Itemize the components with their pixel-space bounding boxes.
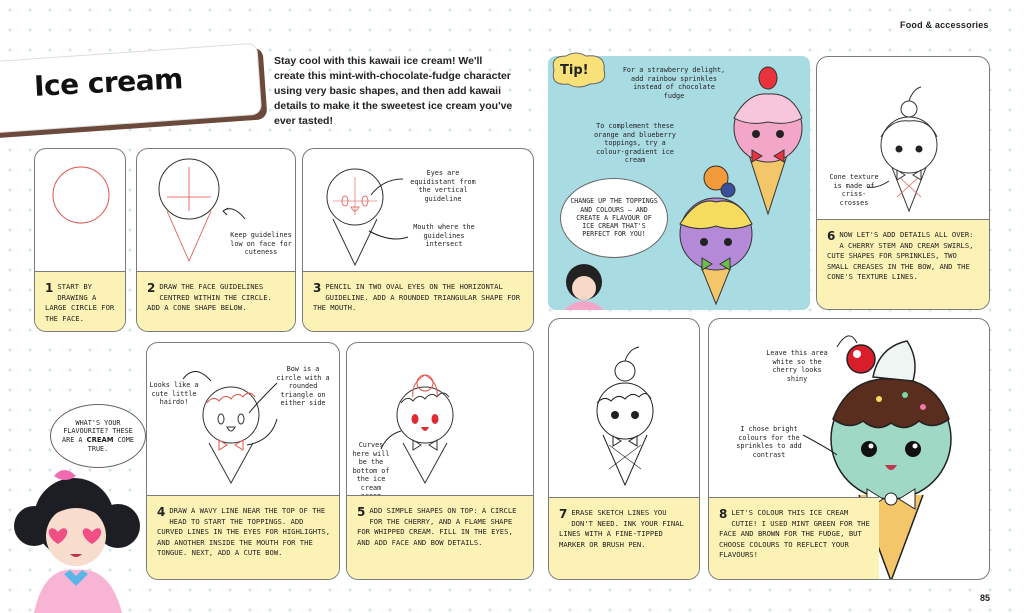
step-2-panel xyxy=(136,148,296,332)
intro-text: Stay cool with this kawaii ice cream! We'll create this mint-with-chocolate-fudge character using very basic shapes, and then add kawaii details to make it the sweetest ice cream you've ever tasted! xyxy=(274,55,513,127)
step-7-panel xyxy=(548,318,700,580)
step-3-caption: 3 PENCIL IN TWO OVAL EYES ON THE HORIZONTAL GUIDELINE. ADD A ROUNDED TRIANGULAR SHAPE FOR THE MOUTH. xyxy=(303,271,533,331)
step-4-panel xyxy=(146,342,340,580)
page-number: 85 xyxy=(980,593,991,603)
step-4-caption: 4 DRAW A WAVY LINE NEAR THE TOP OF THE HEAD TO START THE TOPPINGS. ADD CURVED LINES IN THE EYES FOR HIGHLIGHTS, AND ANOTHER INSIDE THE MOUTH FOR THE TONGUE. NEXT, ADD A CUTE BOW. xyxy=(147,495,339,579)
step-8-panel xyxy=(708,318,990,580)
step-6-panel xyxy=(816,56,990,310)
tip-panel xyxy=(548,56,810,310)
tip-speech-bubble: CHANGE UP THE TOPPINGS AND COLOURS – AND CREATE A FLAVOUR OF ICE CREAM THAT'S PERFECT FOR YOU! xyxy=(560,178,668,258)
section-label: Food & accessories xyxy=(900,20,989,30)
step-3-eyes-note: Eyes are equidistant from the vertical guideline xyxy=(410,169,476,203)
step-3-mouth-note: Mouth where the guidelines intersect xyxy=(413,223,475,248)
tip-strawberry-note: For a strawberry delight, add rainbow sprinkles instead of chocolate fudge xyxy=(622,66,726,100)
step-1-caption: 1 START BY DRAWING A LARGE CIRCLE FOR THE FACE. xyxy=(35,271,125,331)
step-5-note: Curves here will be the bottom of the ice cream xyxy=(352,441,390,492)
step-6-caption: 6 NOW LET'S ADD DETAILS ALL OVER: A CHERRY STEM AND CREAM SWIRLS, CUTE SHAPES FOR SPRINKLES, TWO SMALL CREASES IN THE BOW, AND THE CONE'S TEXTURE LINES. xyxy=(817,219,989,309)
step-2-caption: 2 DRAW THE FACE GUIDELINES CENTRED WITHIN THE CIRCLE. ADD A CONE SHAPE BELOW. xyxy=(137,271,295,331)
step-7-caption: 7 ERASE SKETCH LINES YOU DON'T NEED. INK YOUR FINAL LINES WITH A FINE-TIPPED MARKER OR BRUSH PEN. xyxy=(549,497,699,579)
step-4-bow-note: Bow is a circle with a rounded triangle on either side xyxy=(276,365,330,407)
step-1-drawing xyxy=(35,149,126,269)
step-6-note: Cone texture is made of criss-crosses xyxy=(829,173,879,207)
step-5-panel xyxy=(346,342,534,580)
step-8-caption: 8 LET'S COLOUR THIS ICE CREAM CUTIE! I USED MINT GREEN FOR THE FACE AND BROWN FOR THE FUDGE, BUT CHOOSE COLOURS TO REFLECT YOUR FLAVOURS! xyxy=(709,497,879,579)
mascot-speech-bubble: WHAT'S YOUR FLAVOURITE? THESE ARE A CREAM COME TRUE. xyxy=(50,404,146,468)
page-title: Ice cream xyxy=(33,62,184,103)
step-8-cherry-note: Leave this area white so the cherry looks shiny xyxy=(766,349,828,383)
step-8-colours-note: I chose bright colours for the sprinkles to add contrast xyxy=(736,425,802,459)
step-3-panel xyxy=(302,148,534,332)
step-4-hair-note: Looks like a cute little hairdo! xyxy=(149,381,199,406)
tip-orange-note: To complement these orange and blueberry toppings, try a colour-gradient ice cream xyxy=(594,122,676,164)
step-1-panel xyxy=(34,148,126,332)
step-3-drawing xyxy=(303,149,534,269)
mascot-character xyxy=(14,466,144,613)
tip-badge-label: Tip! xyxy=(560,63,589,78)
step-7-drawing xyxy=(549,319,700,495)
step-2-note: Keep guidelines low on face for cuteness xyxy=(230,231,292,256)
step-5-caption: 5 ADD SIMPLE SHAPES ON TOP: A CIRCLE FOR THE CHERRY, AND A FLAME SHAPE FOR WHIPPED CREAM. FILL IN THE EYES, AND ADD FACE AND BOW DETAILS. xyxy=(347,495,533,579)
